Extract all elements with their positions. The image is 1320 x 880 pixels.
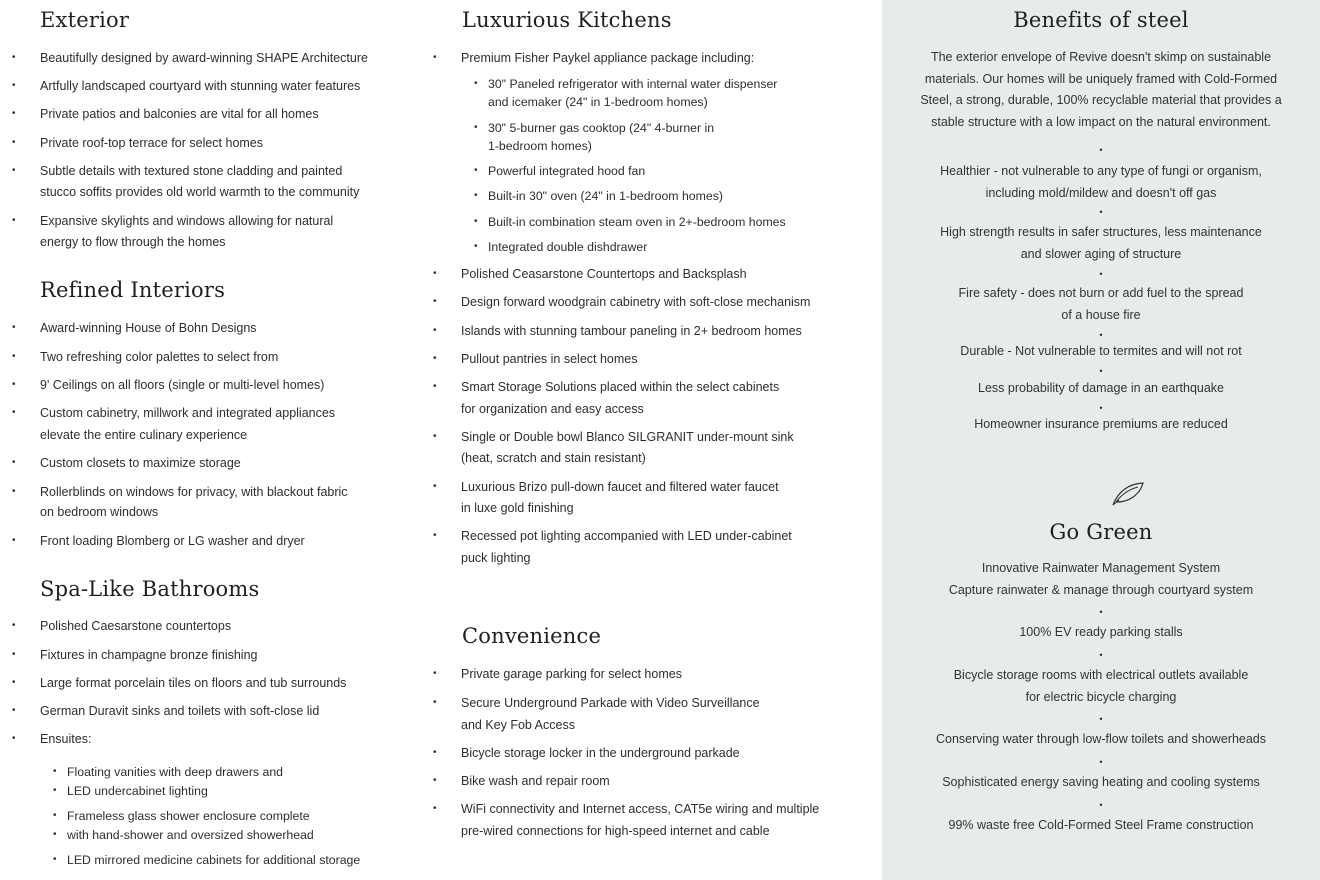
- sub-list-item-continued: and icemaker (24" in 1-bedroom homes): [488, 95, 708, 109]
- sub-list-item: • LED mirrored medicine cabinets for additional storage: [67, 851, 437, 869]
- list-item-continued: elevate the entire culinary experience: [40, 428, 248, 442]
- steel-paragraph: [882, 47, 1320, 133]
- separator-dot: •: [1099, 757, 1103, 767]
- separator-dot: •: [1099, 145, 1103, 155]
- list-item: • Secure Underground Parkade with Video Surveillance: [461, 692, 876, 714]
- interiors-heading: Refined Interiors: [40, 278, 226, 302]
- list-item: • Private roof-top terrace for select homes: [40, 132, 440, 154]
- steel-paragraph-line: materials. Our homes will be uniquely framed with Cold-Formed: [924, 71, 1278, 86]
- list-item-continued: puck lighting: [461, 551, 531, 565]
- separator-dot: •: [1099, 607, 1103, 617]
- list-item: • Private patios and balconies are vital for all homes: [40, 103, 440, 125]
- steel-heading-wrap: [882, 8, 1320, 32]
- list-item-continued: for organization and easy access: [461, 402, 644, 416]
- list-item-continued: on bedroom windows: [40, 505, 159, 519]
- list-item-continued: in luxe gold finishing: [461, 501, 574, 515]
- list-item: • Design forward woodgrain cabinetry with soft-close mechanism: [461, 291, 876, 313]
- benefit-item: [882, 283, 1320, 326]
- list-item: • Polished Caesarstone countertops: [40, 615, 440, 637]
- list-item: • 9' Ceilings on all floors (single or multi-level homes): [40, 374, 440, 396]
- green-line: Bicycle storage rooms with electrical outlets available: [953, 668, 1249, 682]
- separator-dot: •: [1099, 714, 1103, 724]
- separator-dot: •: [1099, 330, 1103, 340]
- list-item-continued: energy to flow through the homes: [40, 235, 226, 249]
- green-item: 100% EV ready parking stalls: [1019, 625, 1183, 639]
- benefit-item: Less probability of damage in an earthquake: [978, 381, 1224, 395]
- steel-paragraph-line: Steel, a strong, durable, 100% recyclable material that provides a: [920, 93, 1282, 107]
- kitchens-heading: Luxurious Kitchens: [462, 8, 672, 32]
- list-item: • Large format porcelain tiles on floors and tub surrounds: [40, 672, 440, 694]
- green-item: 99% waste free Cold-Formed Steel Frame construction: [948, 818, 1254, 832]
- list-item: • Custom closets to maximize storage: [40, 452, 440, 474]
- list-item: • Recessed pot lighting accompanied with LED under-cabinet: [461, 525, 876, 547]
- separator-dot: •: [1099, 207, 1103, 217]
- separator-dot: •: [1099, 366, 1103, 376]
- list-item: • Custom cabinetry, millwork and integrated appliances: [40, 402, 440, 424]
- list-item: • Private garage parking for select homes: [461, 663, 876, 685]
- benefit-line: and slower aging of structure: [1020, 246, 1182, 261]
- list-item: • Artfully landscaped courtyard with stunning water features: [40, 75, 440, 97]
- exterior-heading: Exterior: [40, 8, 130, 32]
- green-heading-wrap: [882, 520, 1320, 544]
- benefit-line: Healthier - not vulnerable to any type of fungi or organism,: [940, 164, 1262, 178]
- green-item: [882, 665, 1320, 708]
- list-item: • Bike wash and repair room: [461, 770, 876, 792]
- benefit-line: of a house fire: [1061, 307, 1141, 322]
- separator-dot: •: [1099, 403, 1103, 413]
- list-item: • Fixtures in champagne bronze finishing: [40, 644, 440, 666]
- benefit-item: [882, 222, 1320, 265]
- benefit-line: including mold/mildew and doesn't off gas: [985, 185, 1217, 200]
- sub-list-item: • Built-in 30" oven (24" in 1-bedroom homes): [488, 187, 878, 205]
- sub-list-item: • 30" Paneled refrigerator with internal water dispenser: [488, 75, 878, 93]
- steel-paragraph-line: stable structure with a low impact on the natural environment.: [931, 114, 1271, 129]
- list-item: • Pullout pantries in select homes: [461, 348, 876, 370]
- list-item: • Ensuites:: [40, 728, 440, 750]
- list-item-continued: (heat, scratch and stain resistant): [461, 451, 646, 465]
- separator-dot: •: [1099, 800, 1103, 810]
- green-heading: Go Green: [1049, 520, 1153, 544]
- sub-list-item-continued: • with hand-shower and oversized showerhead: [67, 826, 437, 844]
- sub-list-item-continued: 1-bedroom homes): [488, 139, 592, 153]
- sub-list-item-continued: • LED undercabinet lighting: [67, 782, 437, 800]
- list-item: • Luxurious Brizo pull-down faucet and filtered water faucet: [461, 476, 876, 498]
- sidebar-panel: [882, 0, 1320, 880]
- list-item: • Single or Double bowl Blanco SILGRANIT under-mount sink: [461, 426, 876, 448]
- green-line: Capture rainwater & manage through courtyard system: [948, 582, 1254, 597]
- green-line: Innovative Rainwater Management System: [981, 561, 1221, 575]
- list-item-continued: pre-wired connections for high-speed internet and cable: [461, 824, 770, 838]
- list-item: • Smart Storage Solutions placed within the select cabinets: [461, 376, 876, 398]
- sub-list-item: • 30" 5-burner gas cooktop (24" 4-burner in: [488, 119, 878, 137]
- list-item: • Front loading Blomberg or LG washer and dryer: [40, 530, 440, 552]
- list-item: • Beautifully designed by award-winning SHAPE Architecture: [40, 47, 440, 69]
- list-item: • Islands with stunning tambour paneling in 2+ bedroom homes: [461, 320, 876, 342]
- green-line: for electric bicycle charging: [1025, 689, 1177, 704]
- sub-list-item: • Powerful integrated hood fan: [488, 162, 878, 180]
- list-item: • Award-winning House of Bohn Designs: [40, 317, 440, 339]
- list-item-continued: stucco soffits provides old world warmth to the community: [40, 185, 360, 199]
- benefit-item: Homeowner insurance premiums are reduced: [974, 417, 1228, 431]
- benefit-item: Durable - Not vulnerable to termites and will not rot: [960, 344, 1242, 358]
- steel-paragraph-line: The exterior envelope of Revive doesn't skimp on sustainable: [930, 50, 1272, 64]
- convenience-heading: Convenience: [462, 624, 602, 648]
- benefit-line: Fire safety - does not burn or add fuel to the spread: [958, 286, 1244, 300]
- list-item: • WiFi connectivity and Internet access, CAT5e wiring and multiple: [461, 798, 876, 820]
- sub-list-item: • Frameless glass shower enclosure complete: [67, 807, 437, 825]
- list-item: • German Duravit sinks and toilets with soft-close lid: [40, 700, 440, 722]
- list-item: • Premium Fisher Paykel appliance package including:: [461, 47, 876, 69]
- list-item: • Bicycle storage locker in the underground parkade: [461, 742, 876, 764]
- leaf-icon: [1110, 480, 1146, 513]
- list-item: • Expansive skylights and windows allowing for natural: [40, 210, 440, 232]
- green-item: [882, 558, 1320, 601]
- green-item: Sophisticated energy saving heating and cooling systems: [942, 775, 1260, 789]
- bathrooms-heading: Spa-Like Bathrooms: [40, 577, 260, 601]
- benefit-line: High strength results in safer structures, less maintenance: [940, 225, 1262, 239]
- list-item: • Two refreshing color palettes to select from: [40, 346, 440, 368]
- sub-list-item: • Built-in combination steam oven in 2+-bedroom homes: [488, 213, 878, 231]
- list-item: • Polished Ceasarstone Countertops and Backsplash: [461, 263, 876, 285]
- steel-heading: Benefits of steel: [1013, 8, 1189, 32]
- list-item: • Rollerblinds on windows for privacy, with blackout fabric: [40, 481, 440, 503]
- benefit-item: [882, 161, 1320, 204]
- separator-dot: •: [1099, 650, 1103, 660]
- green-item: Conserving water through low-flow toilets and showerheads: [935, 732, 1267, 746]
- separator-dot: •: [1099, 269, 1103, 279]
- sub-list-item: • Integrated double dishdrawer: [488, 238, 878, 256]
- list-item-continued: and Key Fob Access: [461, 718, 575, 732]
- sub-list-item: • Floating vanities with deep drawers and: [67, 763, 437, 781]
- list-item: • Subtle details with textured stone cladding and painted: [40, 160, 440, 182]
